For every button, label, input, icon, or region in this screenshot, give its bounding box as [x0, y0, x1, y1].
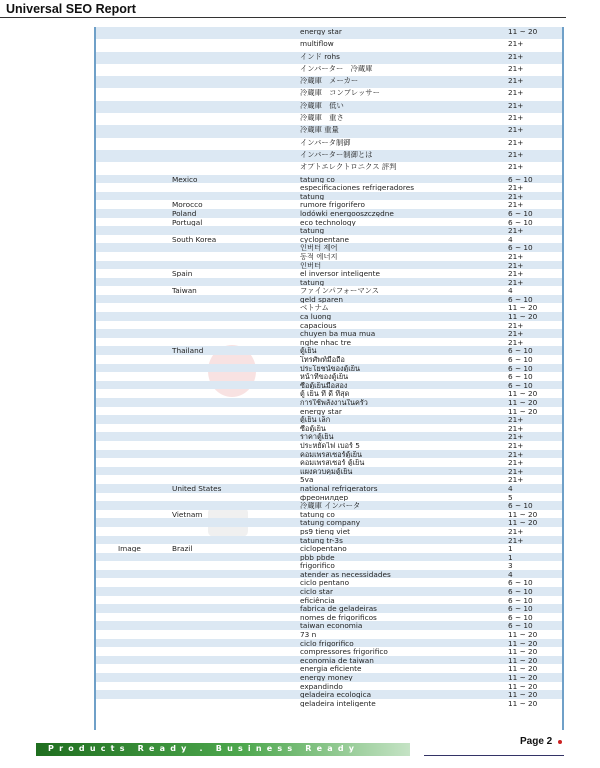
table-row	[96, 682, 562, 691]
row-keyword: ตู้เย็น	[300, 347, 317, 355]
table-row	[96, 484, 562, 493]
row-country: Thailand	[172, 347, 204, 355]
row-keyword: eficiência	[300, 596, 335, 604]
keyword-rows	[96, 27, 562, 707]
table-row	[96, 561, 562, 570]
table-row	[96, 218, 562, 227]
table-row	[96, 570, 562, 579]
footer-banner	[36, 743, 410, 756]
table-row	[96, 536, 562, 545]
row-rank: 21+	[508, 450, 524, 458]
table-row	[96, 493, 562, 502]
row-keyword: 冷蔵庫 重量	[300, 126, 339, 134]
row-type: Image	[118, 545, 141, 553]
row-keyword: ベトナム	[300, 304, 329, 312]
row-keyword: インド rohs	[300, 52, 340, 60]
row-rank: 6 ~ 10	[508, 373, 533, 381]
row-keyword: tatung co	[300, 510, 335, 519]
row-keyword: ซื้อตู้เย็น	[300, 424, 326, 433]
table-row	[96, 424, 562, 433]
row-keyword: インバータ制御	[300, 138, 351, 146]
table-row	[96, 407, 562, 416]
row-keyword: ประโยชน์ของตู้เย็น	[300, 364, 361, 372]
table-row	[96, 261, 562, 270]
table-row	[96, 125, 562, 137]
row-rank: 21+	[508, 278, 524, 286]
row-rank: 21+	[508, 433, 524, 441]
row-rank: 6 ~ 10	[508, 218, 533, 226]
row-rank: 21+	[508, 77, 524, 85]
row-keyword: 인버터	[300, 261, 322, 269]
row-rank: 11 ~ 20	[508, 674, 538, 682]
row-country: Spain	[172, 270, 193, 278]
row-country: United States	[172, 484, 222, 493]
row-rank: 21+	[508, 252, 524, 261]
row-rank: 11 ~ 20	[508, 407, 538, 415]
table-row	[96, 150, 562, 162]
row-rank: 11 ~ 20	[508, 304, 538, 312]
table-row	[96, 510, 562, 519]
row-rank: 21+	[508, 227, 524, 235]
row-keyword: ciclo pentano	[300, 579, 350, 587]
row-rank: 6 ~ 10	[508, 596, 533, 604]
row-keyword: 冷蔵庫 低い	[300, 101, 344, 110]
row-rank: 21+	[508, 527, 524, 536]
table-row	[96, 226, 562, 235]
row-keyword: tatung	[300, 192, 325, 201]
row-country: Vietnam	[172, 510, 203, 519]
row-keyword: 73 n	[300, 631, 317, 639]
row-rank: 6 ~ 10	[508, 588, 533, 596]
table-row	[96, 544, 562, 553]
row-keyword: オプトエレクトロニクス 評判	[300, 163, 397, 171]
row-rank: 6 ~ 10	[508, 579, 533, 587]
row-keyword: fabrica de geladeiras	[300, 605, 377, 613]
table-row	[96, 613, 562, 622]
row-country: Morocco	[172, 201, 203, 209]
row-rank: 6 ~ 10	[508, 175, 533, 183]
row-rank: 21+	[508, 424, 524, 433]
row-country: Taiwan	[172, 287, 197, 295]
row-rank: 21+	[508, 201, 524, 209]
row-keyword: lodówki energooszczędne	[300, 209, 394, 218]
row-rank: 21+	[508, 321, 524, 329]
keyword-table	[94, 27, 564, 730]
row-keyword: energy money	[300, 674, 353, 682]
row-country: Brazil	[172, 545, 193, 553]
row-rank: 11 ~ 20	[508, 682, 538, 690]
report-title: Universal SEO Report	[6, 2, 136, 16]
row-rank: 21+	[508, 476, 524, 484]
row-keyword: energy star	[300, 28, 342, 36]
row-rank: 11 ~ 20	[508, 510, 538, 519]
row-rank: 21+	[508, 52, 524, 60]
table-row	[96, 235, 562, 244]
row-rank: 1	[508, 553, 513, 561]
row-rank: 11 ~ 20	[508, 665, 538, 673]
row-keyword: especificaciones refrigeradores	[300, 184, 415, 192]
row-country: Mexico	[172, 175, 198, 183]
table-row	[96, 596, 562, 605]
table-row	[96, 432, 562, 441]
table-row	[96, 138, 562, 150]
table-row	[96, 200, 562, 209]
row-keyword: แผงควบคุมตู้เย็น	[300, 467, 353, 476]
row-rank: 11 ~ 20	[508, 313, 538, 321]
row-keyword: ตู้ เย็น ที่ ดี ที่สุด	[300, 390, 350, 398]
row-keyword: expandindo	[300, 682, 343, 690]
row-keyword: chuyen ba mua mua	[300, 330, 376, 338]
row-rank: 11 ~ 20	[508, 390, 538, 398]
table-row	[96, 183, 562, 192]
table-row	[96, 243, 562, 252]
row-rank: 11 ~ 20	[508, 691, 538, 699]
table-row	[96, 458, 562, 467]
row-keyword: คอมเพรสเซอร์ตู้เย็น	[300, 450, 362, 458]
row-keyword: 冷蔵庫 コンプレッサー	[300, 89, 380, 97]
header-rule	[0, 17, 566, 18]
row-country: South Korea	[172, 235, 217, 244]
row-rank: 5	[508, 493, 513, 501]
table-row	[96, 501, 562, 510]
table-row	[96, 647, 562, 656]
table-row	[96, 321, 562, 330]
table-row	[96, 630, 562, 639]
row-rank: 21+	[508, 261, 524, 269]
row-rank: 4	[508, 287, 513, 295]
row-rank: 21+	[508, 536, 524, 544]
table-row	[96, 101, 562, 113]
row-rank: 21+	[508, 270, 524, 278]
row-keyword: economia de taiwan	[300, 656, 374, 665]
row-rank: 21+	[508, 64, 524, 73]
table-row	[96, 113, 562, 125]
row-keyword: nomes de frigorificos	[300, 613, 377, 622]
row-keyword: tatung co	[300, 175, 335, 183]
row-keyword: 동적 에너지	[300, 252, 338, 261]
row-rank: 21+	[508, 192, 524, 201]
row-rank: 21+	[508, 184, 524, 192]
table-row	[96, 162, 562, 174]
row-rank: 21+	[508, 338, 524, 347]
table-row	[96, 475, 562, 484]
row-rank: 11 ~ 20	[508, 699, 538, 708]
table-row	[96, 303, 562, 312]
table-row	[96, 312, 562, 321]
row-rank: 21+	[508, 138, 524, 146]
row-rank: 4	[508, 484, 513, 493]
row-keyword: taiwan economia	[300, 622, 363, 630]
row-keyword: โทรศัพท์มือถือ	[300, 356, 345, 364]
table-row	[96, 690, 562, 699]
row-country: Poland	[172, 209, 197, 218]
row-rank: 11 ~ 20	[508, 519, 538, 527]
table-row	[96, 64, 562, 76]
row-rank: 21+	[508, 40, 524, 48]
table-row	[96, 553, 562, 562]
table-row	[96, 355, 562, 364]
table-row	[96, 467, 562, 476]
row-rank: 6 ~ 10	[508, 502, 533, 510]
table-row	[96, 664, 562, 673]
row-keyword: capacious	[300, 321, 337, 329]
row-rank: 21+	[508, 330, 524, 338]
table-row	[96, 527, 562, 536]
table-row	[96, 76, 562, 88]
table-row	[96, 175, 562, 184]
row-keyword: nghe nhac tre	[300, 338, 351, 347]
table-row	[96, 88, 562, 100]
row-keyword: ca luong	[300, 313, 332, 321]
page-header	[0, 0, 600, 20]
row-keyword: tatung tr-3s	[300, 536, 343, 544]
footer-rule	[424, 755, 564, 756]
row-keyword: compressores frigorifico	[300, 648, 388, 656]
row-keyword: หน้าที่ของตู้เย็น	[300, 373, 349, 381]
row-rank: 6 ~ 10	[508, 356, 533, 364]
row-keyword: ciclo frigorifico	[300, 639, 354, 647]
table-row	[96, 673, 562, 682]
row-rank: 11 ~ 20	[508, 399, 538, 407]
table-row	[96, 27, 562, 39]
row-rank: 6 ~ 10	[508, 605, 533, 613]
row-keyword: eco technology	[300, 218, 356, 226]
row-rank: 21+	[508, 150, 524, 159]
row-rank: 6 ~ 10	[508, 622, 533, 630]
row-rank: 11 ~ 20	[508, 648, 538, 656]
row-keyword: ps9 tieng viet	[300, 527, 351, 536]
table-row	[96, 381, 562, 390]
row-keyword: energy star	[300, 407, 342, 415]
row-rank: 11 ~ 20	[508, 639, 538, 647]
table-row	[96, 450, 562, 459]
table-row	[96, 252, 562, 261]
table-row	[96, 656, 562, 665]
row-rank: 1	[508, 545, 513, 553]
row-keyword: geld sparen	[300, 295, 343, 304]
row-country: Portugal	[172, 218, 203, 226]
row-rank: 11 ~ 20	[508, 28, 538, 36]
row-keyword: geladeira inteligente	[300, 699, 376, 708]
table-row	[96, 329, 562, 338]
row-keyword: фреонилдер	[300, 493, 349, 501]
row-keyword: geladeira ecologica	[300, 691, 372, 699]
row-keyword: 冷蔵庫 インバータ	[300, 502, 361, 510]
table-row	[96, 278, 562, 287]
row-keyword: ราคาตู้เย็น	[300, 433, 334, 441]
row-rank: 6 ~ 10	[508, 364, 533, 372]
table-row	[96, 639, 562, 648]
row-rank: 6 ~ 10	[508, 244, 533, 252]
row-keyword: 冷蔵庫 重さ	[300, 114, 344, 122]
row-rank: 21+	[508, 467, 524, 476]
row-keyword: ciclopentano	[300, 545, 347, 553]
row-keyword: ประหยัดไฟ เบอร์ 5	[300, 441, 360, 450]
row-rank: 6 ~ 10	[508, 613, 533, 622]
table-row	[96, 346, 562, 355]
table-row	[96, 699, 562, 708]
row-keyword: tatung company	[300, 519, 361, 527]
row-keyword: rumore frigorifero	[300, 201, 365, 209]
table-row	[96, 415, 562, 424]
bullet-dot-icon	[558, 740, 562, 744]
row-keyword: frigorifico	[300, 562, 335, 570]
row-rank: 11 ~ 20	[508, 656, 538, 665]
row-keyword: energia eficiente	[300, 665, 362, 673]
row-rank: 3	[508, 562, 513, 570]
table-row	[96, 441, 562, 450]
row-keyword: ตู้เย็น เล็ก	[300, 416, 331, 424]
row-rank: 6 ~ 10	[508, 381, 533, 390]
row-rank: 21+	[508, 459, 524, 467]
table-row	[96, 364, 562, 373]
table-row	[96, 52, 562, 64]
row-keyword: atender as necessidades	[300, 570, 391, 579]
row-keyword: インバーター 冷蔵庫	[300, 64, 373, 73]
row-rank: 21+	[508, 416, 524, 424]
row-keyword: multiflow	[300, 40, 334, 48]
table-row	[96, 518, 562, 527]
row-keyword: ファインパフォーマンス	[300, 287, 380, 295]
row-rank: 6 ~ 10	[508, 295, 533, 304]
row-rank: 4	[508, 570, 513, 579]
table-row	[96, 209, 562, 218]
row-keyword: การใช้พลังงานในครัว	[300, 399, 368, 407]
row-rank: 21+	[508, 89, 524, 97]
table-row	[96, 269, 562, 278]
page-number: Page 2	[520, 736, 553, 747]
row-rank: 21+	[508, 126, 524, 134]
row-keyword: ciclo star	[300, 588, 333, 596]
row-keyword: cyclopentane	[300, 235, 350, 244]
row-keyword: คอมเพรสเซอร์ ตู้เย็น	[300, 459, 365, 467]
row-rank: 21+	[508, 101, 524, 110]
row-keyword: el inversor inteligente	[300, 270, 381, 278]
table-row	[96, 338, 562, 347]
row-keyword: tatung	[300, 227, 325, 235]
row-rank: 4	[508, 235, 513, 244]
table-row	[96, 372, 562, 381]
row-keyword: 冷蔵庫 メーカー	[300, 77, 359, 85]
row-rank: 21+	[508, 163, 524, 171]
table-row	[96, 286, 562, 295]
row-keyword: ซื้อตู้เย็นมือสอง	[300, 381, 348, 390]
row-keyword: 인버터 제어	[300, 244, 338, 252]
row-rank: 6 ~ 10	[508, 209, 533, 218]
table-row	[96, 39, 562, 51]
table-row	[96, 192, 562, 201]
row-keyword: インバーター制御とは	[300, 150, 373, 159]
table-row	[96, 389, 562, 398]
row-rank: 6 ~ 10	[508, 347, 533, 355]
footer-tagline: Products Ready . Business Ready	[48, 744, 360, 753]
row-keyword: 5va	[300, 476, 314, 484]
row-rank: 21+	[508, 441, 524, 450]
table-row	[96, 621, 562, 630]
row-keyword: tatung	[300, 278, 325, 286]
table-row	[96, 295, 562, 304]
table-row	[96, 398, 562, 407]
table-row	[96, 604, 562, 613]
row-keyword: pbb pbde	[300, 553, 335, 561]
row-keyword: national refrigerators	[300, 484, 378, 493]
row-rank: 11 ~ 20	[508, 631, 538, 639]
table-row	[96, 578, 562, 587]
table-row	[96, 587, 562, 596]
row-rank: 21+	[508, 114, 524, 122]
